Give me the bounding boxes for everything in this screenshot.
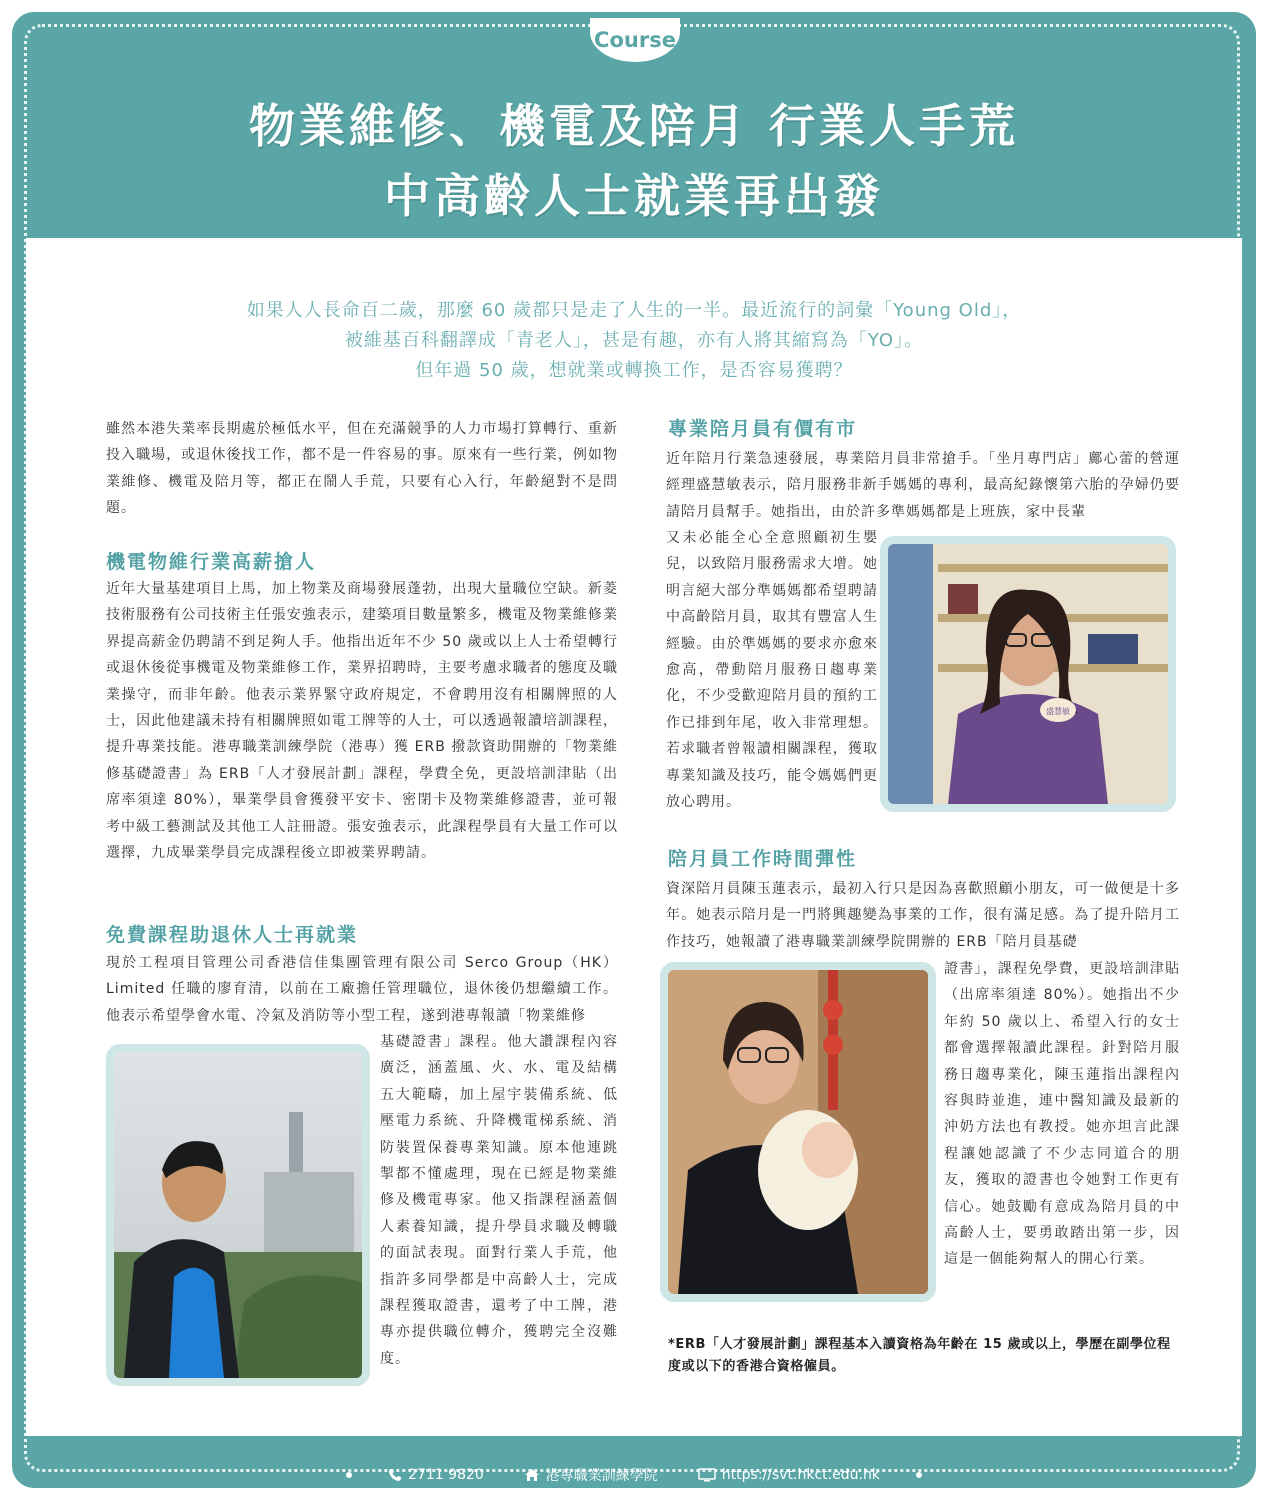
right-flexible-paragraph [666,876,1180,955]
paragraph: 又未必能全心全意照顧初生嬰兒，以致陪月服務需求大增。她明言絕大部分準媽媽都希望聘請中高齡陪月員，取其有豐富人生經驗。由於準媽媽的要求亦愈來愈高，帶動陪月服務日趨專業化，不少受歡迎陪月員的預約工作已排到年尾，收入非常理想。若求職者曾報讀相關課程，獲取專業知識及技巧，能令媽媽們更放心聘用。 [666,530,878,811]
section-heading-confinement-nanny: 專業陪月員有價有市 [668,418,858,440]
headline-line-2: 中高齡人士就業再出發 [384,169,884,223]
footer-bar [26,1460,1242,1490]
name-tag: 盛慧敏 [1046,707,1070,716]
photo-nanny-with-baby [660,962,936,1302]
footer-dot [346,1472,352,1478]
section-heading-electromech: 機電物維行業高薪搶人 [106,551,317,573]
footer-website[interactable] [698,1467,880,1483]
section-heading-flexible-hours: 陪月員工作時間彈性 [668,848,858,870]
course-badge-label: Course [594,28,676,52]
intro-line: 被維基百科翻譯成「青老人」，甚是有趣，亦有人將其縮寫為「YO」。 [344,330,924,351]
left-free-course-paragraph [106,950,618,1029]
footer-org-name: 港專職業訓練學院 [545,1468,658,1484]
paragraph: 基礎證書」課程。他大讚課程內容廣泛，涵蓋風、火、水、電及結構五大範疇，加上屋宇裝備系統、低壓電力系統、升降機電梯系統、消防裝置保養專業知識。原本他連跳掣都不懂處理，現在已經是物業維修及機電專家。他又指課程涵蓋個人素養知識，提升學員求職及轉職的面試表現。面對行業人手荒，他指許多同學都是中高齡人士，完成課程獲取證書，還考了中工牌，港專亦提供職位轉介，獲聘完全沒難度。 [380,1034,618,1367]
paragraph: 近年大量基建項目上馬，加上物業及商場發展蓬勃，出現大量職位空缺。新菱技術服務有公司技術主任張安強表示，建築項目數量繁多，機電及物業維修業界提高薪金仍聘請不到足夠人手。他指出近年不少 50 歲或以上人士希望轉行或退休後從事機電及物業維修工作，業界招聘時，主要考慮求職者的態度及職業操守，而非年齡。他表示業界緊守政府規定，不會聘用沒有相關牌照的人士，因此他建議未持有相關牌照如電工牌等的人士，可以透過報讀培訓課程，提升專業技能。港專職業訓練學院（港專）獲 ERB 撥款資助開辦的「物業維修基礎證書」為 ERB「人才發展計劃」課程，學費全免，更設培訓津貼（出席率須達 80%），畢業學員會獲發平安卡、密閉卡及物業維修證書，並可報考中級工藝測試及其他工人註冊證。張安強表示，此課程學員有大量工作可以選擇，九成畢業學員完成課程後立即被業界聘請。 [106,581,618,862]
paragraph: 現於工程項目管理公司香港信佳集團管理有限公司 Serco Group（HK）Limited 任職的廖育清，以前在工廠擔任管理職位，退休後仍想繼續工作。他表示希望學會水電、冷氣及消防等小型工程，遂到港專報讀「物業維修 [106,955,618,1024]
photo-nanny-with-baby-image [668,970,928,1294]
left-free-course-paragraph-cont [380,1029,618,1372]
paragraph: 證書」，課程免學費，更設培訓津貼（出席率須達 80%）。她指出不少年約 50 歲以上、希望入行的女士都會選擇報讀此課程。針對陪月服務日趨專業化，陳玉蓮指出課程內容與時並進，連中醫知識及最新的沖奶方法也有教授。她亦坦言此課程讓她認識了不少志同道合的朋友，獲取的證書也令她對工作更有信心。她鼓勵有意成為陪月員的中高齡人士，要勇敢踏出第一步，因這是一個能夠幫人的開心行業。 [944,961,1180,1268]
footer-phone[interactable] [388,1467,484,1483]
photo-man-hillside [106,1044,370,1386]
photo-man-hillside-image [114,1052,362,1378]
home-icon [524,1468,540,1482]
right-nanny-paragraph [666,446,1180,525]
footer-url: https://svt.hkct.edu.hk [721,1467,880,1483]
left-intro-paragraph [106,416,618,522]
paragraph: 資深陪月員陳玉蓮表示，最初入行只是因為喜歡照顧小朋友，可一做便是十多年。她表示陪月是一門將興趣變為事業的工作，很有滿足感。為了提升陪月工作技巧，她報讀了港專職業訓練學院開辦的 ERB「陪月員基礎 [666,881,1180,950]
left-electromech-paragraph [106,576,618,866]
right-flexible-paragraph-cont [944,956,1180,1273]
footer-phone-number: 2711 9820 [408,1467,484,1483]
paragraph: 雖然本港失業率長期處於極低水平，但在充滿競爭的人力市場打算轉行、重新投入職場，或退休後找工作，都不是一件容易的事。原來有一些行業，例如物業維修、機電及陪月等，都正在鬧人手荒，只要有心入行，年齡絕對不是問題。 [106,421,618,517]
photo-manager-bookshelf-image [888,544,1168,804]
footer-dot [916,1472,922,1478]
phone-icon [388,1468,402,1482]
footer-org [524,1465,658,1485]
headline-line-1: 物業維修、機電及陪月 行業人手荒 [248,99,1019,153]
paragraph: 近年陪月行業急速發展，專業陪月員非常搶手。「坐月專門店」鄺心蕾的營運經理盛慧敏表示，陪月服務非新手媽媽的專利，最高紀錄懷第六胎的孕婦仍要請陪月員幫手。她指出，由於許多準媽媽都是上班族，家中長輩 [666,451,1180,520]
intro-standfirst [0,296,1268,386]
eligibility-footnote: *ERB「人才發展計劃」課程基本入讀資格為年齡在 15 歲或以上，學歷在副學位程度或以下的香港合資格僱員。 [668,1337,1171,1374]
intro-line: 但年過 50 歲，想就業或轉換工作，是否容易獲聘？ [415,360,853,381]
right-nanny-paragraph-cont [666,525,878,815]
intro-line: 如果人人長命百二歲，那麼 60 歲都只是走了人生的一半。最近流行的詞彙「Young Old」， [246,300,1022,321]
monitor-icon [698,1468,716,1482]
photo-manager-bookshelf [880,536,1176,812]
section-heading-free-course: 免費課程助退休人士再就業 [106,924,359,946]
